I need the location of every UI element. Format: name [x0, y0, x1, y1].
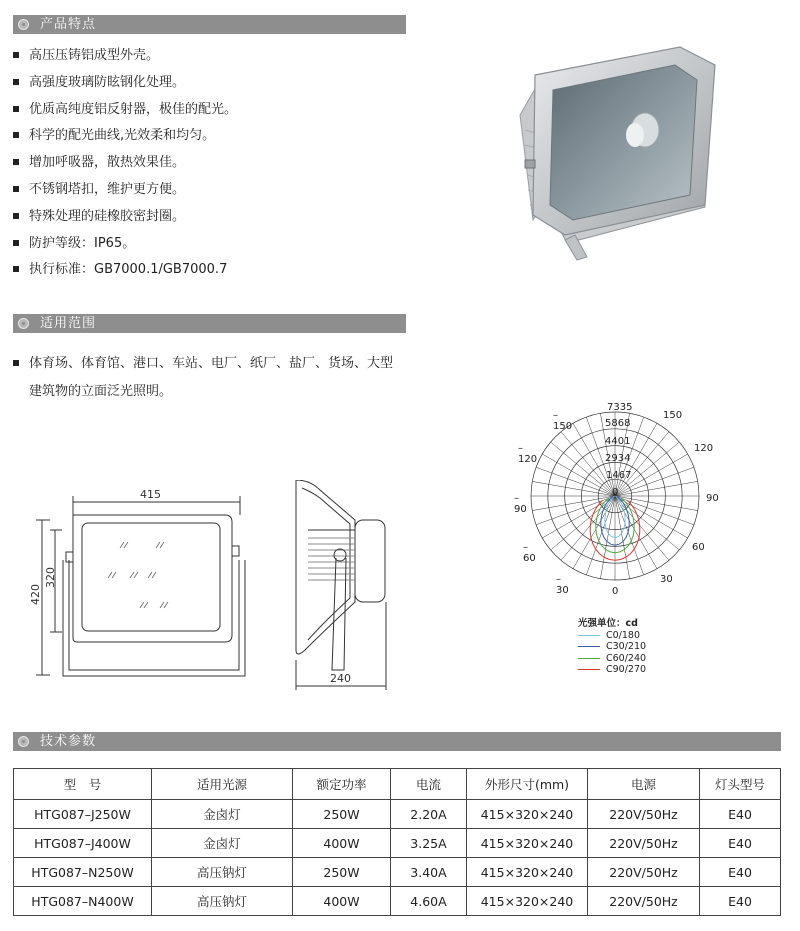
polar-angle-label: 90	[706, 493, 719, 504]
legend-title: 光强单位：cd	[578, 618, 638, 629]
square-bullet-icon	[13, 186, 19, 192]
legend-label: C90/270	[606, 664, 647, 675]
polar-center-label: 0	[612, 487, 619, 498]
polar-ring-label: 5868	[605, 418, 631, 429]
cell-size: 415×320×240	[467, 829, 588, 858]
dim-inner-height-label: 320	[44, 567, 57, 588]
table-row	[14, 800, 781, 829]
list-item	[13, 102, 237, 118]
cell-power: 250W	[293, 800, 391, 829]
legend-swatch	[578, 658, 600, 659]
polar-angle-label: –150	[553, 410, 573, 432]
dim-depth-label: 240	[330, 672, 351, 685]
polar-angle-label: –90	[514, 493, 527, 515]
cell-current: 3.25A	[391, 829, 467, 858]
list-item	[13, 182, 185, 198]
column-header: 电源	[588, 769, 700, 800]
cell-lamp-base: E40	[700, 800, 781, 829]
polar-legend	[578, 618, 646, 676]
cell-model: HTG087–J400W	[14, 829, 152, 858]
table-row	[14, 858, 781, 887]
cell-size: 415×320×240	[467, 800, 588, 829]
cell-current: 4.60A	[391, 887, 467, 916]
column-header: 电流	[391, 769, 467, 800]
legend-item	[578, 641, 646, 653]
dim-width-label: 415	[140, 488, 161, 501]
cell-model: HTG087–N400W	[14, 887, 152, 916]
polar-angle-label: 60	[692, 542, 705, 553]
cell-supply: 220V/50Hz	[588, 887, 700, 916]
feature-text: 高压压铸铝成型外壳。	[29, 48, 160, 63]
legend-label: C30/210	[606, 641, 647, 652]
cell-size: 415×320×240	[467, 858, 588, 887]
cell-light-source: 金卤灯	[152, 800, 293, 829]
legend-swatch	[578, 669, 600, 670]
table-row	[14, 829, 781, 858]
application-line-1: 体育场、体育馆、港口、车站、电厂、纸厂、盐厂、货场、大型	[29, 356, 394, 371]
feature-text: 高强度玻璃防眩钢化处理。	[29, 75, 186, 90]
cell-model: HTG087–J250W	[14, 800, 152, 829]
square-bullet-icon	[13, 132, 19, 138]
spec-table	[13, 768, 781, 916]
table-header-row	[14, 769, 781, 800]
cell-power: 400W	[293, 887, 391, 916]
feature-text: 防护等级：IP65。	[29, 236, 136, 251]
polar-top-value: 7335	[607, 402, 633, 413]
polar-angle-label: 0	[612, 586, 619, 597]
section-title: 产品特点	[40, 17, 97, 32]
product-photo	[505, 35, 735, 265]
application-text	[13, 350, 413, 406]
cell-supply: 220V/50Hz	[588, 800, 700, 829]
cell-supply: 220V/50Hz	[588, 829, 700, 858]
cell-light-source: 金卤灯	[152, 829, 293, 858]
cell-lamp-base: E40	[700, 858, 781, 887]
cell-current: 3.40A	[391, 858, 467, 887]
section-header-features	[13, 15, 406, 34]
legend-item	[578, 664, 646, 676]
square-bullet-icon	[13, 159, 19, 165]
section-header-scope	[13, 314, 406, 333]
legend-swatch	[578, 646, 600, 647]
polar-ring-label: 4401	[605, 436, 631, 447]
polar-ring-label: 2934	[605, 453, 631, 464]
polar-ring-label: 1467	[606, 470, 632, 481]
dim-height-label: 420	[29, 584, 42, 605]
list-item	[13, 209, 185, 225]
cell-model: HTG087–N250W	[14, 858, 152, 887]
cell-supply: 220V/50Hz	[588, 858, 700, 887]
cell-light-source: 高压钠灯	[152, 887, 293, 916]
cell-lamp-base: E40	[700, 887, 781, 916]
square-bullet-icon	[13, 52, 19, 58]
list-item	[13, 128, 215, 144]
square-bullet-icon	[13, 240, 19, 246]
table-row	[14, 887, 781, 916]
section-title: 技术参数	[40, 734, 97, 749]
section-title: 适用范围	[40, 316, 97, 331]
legend-item	[578, 653, 646, 665]
polar-angle-label: 150	[663, 410, 683, 421]
polar-angle-label: 120	[694, 443, 714, 454]
dimension-drawing	[20, 480, 400, 690]
bullet-circle-icon	[18, 736, 29, 747]
feature-text: 优质高纯度铝反射器，极佳的配光。	[29, 102, 238, 117]
square-bullet-icon	[13, 360, 19, 366]
column-header: 适用光源	[152, 769, 293, 800]
feature-text: 科学的配光曲线,光效柔和均匀。	[29, 128, 216, 143]
application-line-2: 建筑物的立面泛光照明。	[29, 384, 173, 399]
cell-light-source: 高压钠灯	[152, 858, 293, 887]
polar-angle-label: –60	[523, 542, 536, 564]
cell-size: 415×320×240	[467, 887, 588, 916]
legend-label: C60/240	[606, 652, 647, 664]
bullet-circle-icon	[18, 19, 29, 30]
polar-angle-label: –120	[518, 443, 538, 465]
bullet-circle-icon	[18, 318, 29, 329]
square-bullet-icon	[13, 106, 19, 112]
section-header-specs	[13, 732, 781, 751]
square-bullet-icon	[13, 213, 19, 219]
cell-power: 250W	[293, 858, 391, 887]
list-item	[13, 236, 135, 252]
application-line	[13, 350, 413, 378]
column-header: 外形尺寸(mm)	[467, 769, 588, 800]
polar-angle-label: 30	[660, 574, 673, 585]
list-item	[13, 48, 159, 64]
square-bullet-icon	[13, 266, 19, 272]
cell-power: 400W	[293, 829, 391, 858]
feature-text: 执行标准：GB7000.1/GB7000.7	[29, 262, 228, 277]
square-bullet-icon	[13, 79, 19, 85]
cell-current: 2.20A	[391, 800, 467, 829]
feature-text: 增加呼吸器，散热效果佳。	[29, 155, 186, 170]
legend-item	[578, 630, 646, 642]
polar-angle-label: –30	[556, 574, 569, 596]
application-line	[13, 378, 413, 406]
list-item	[13, 262, 227, 278]
feature-text: 特殊处理的硅橡胶密封圈。	[29, 209, 186, 224]
column-header: 额定功率	[293, 769, 391, 800]
feature-text: 不锈钢塔扣，维护更方便。	[29, 182, 186, 197]
column-header: 型 号	[14, 769, 152, 800]
list-item	[13, 75, 185, 91]
list-item	[13, 155, 185, 171]
legend-swatch	[578, 635, 600, 636]
legend-label: C0/180	[606, 629, 641, 641]
cell-lamp-base: E40	[700, 829, 781, 858]
column-header: 灯头型号	[700, 769, 781, 800]
